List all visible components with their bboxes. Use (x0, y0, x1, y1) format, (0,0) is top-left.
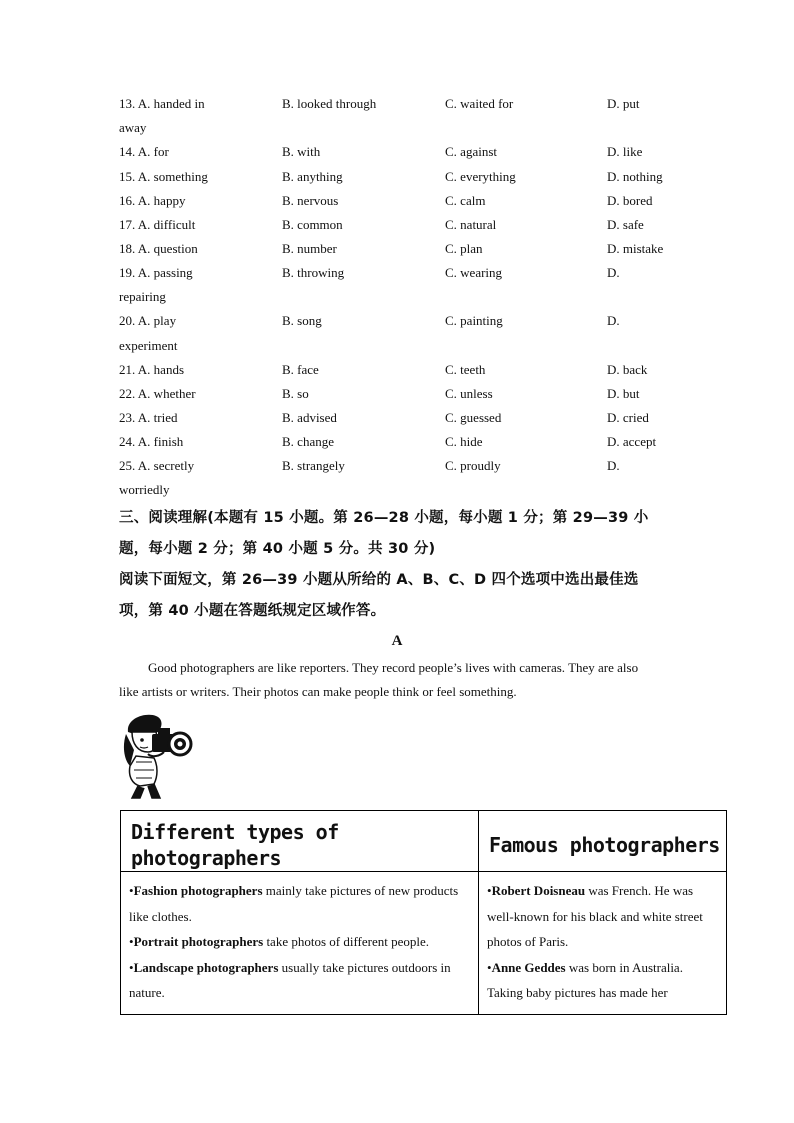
table-header-famous: Famous photographers (479, 811, 727, 872)
question-25-option-d[interactable]: D. (607, 458, 620, 473)
question-22-option-a[interactable]: 22. A. whether (119, 386, 196, 401)
question-23-option-d[interactable]: D. cried (607, 410, 649, 425)
question-24-option-d[interactable]: D. accept (607, 434, 657, 449)
question-23-option-a[interactable]: 23. A. tried (119, 410, 178, 425)
question-21-option-d[interactable]: D. back (607, 362, 648, 377)
question-20-option-a[interactable]: 20. A. play (119, 313, 177, 328)
question-18-option-c[interactable]: C. plan (445, 241, 483, 256)
question-21-option-c[interactable]: C. teeth (445, 362, 486, 377)
passage-title: A (391, 633, 403, 649)
list-item: •Fashion photographers mainly take pictures of new products like clothes. (129, 883, 459, 924)
list-item: •Anne Geddes was born in Australia. Taking baby pictures has made her (487, 959, 683, 1000)
list-item: •Robert Doisneau was French. He was well-known for his black and white street photos of Paris. (487, 883, 703, 949)
question-17-option-a[interactable]: 17. A. difficult (119, 217, 196, 232)
question-20-option-d[interactable]: D. (607, 313, 620, 328)
question-19-option-c[interactable]: C. wearing (445, 265, 503, 280)
question-15-option-b[interactable]: B. anything (282, 169, 343, 184)
question-19-option-d-wrap: repairing (119, 289, 166, 304)
passage-intro: Good photographers are like reporters. They record people’s lives with cameras. They are also like artists or writers. Their photos can make people think or feel something. (119, 660, 639, 699)
list-item: •Landscape photographers usually take pictures outdoors in nature. (129, 959, 451, 1000)
question-24-option-a[interactable]: 24. A. finish (119, 434, 184, 449)
question-15-option-c[interactable]: C. everything (445, 169, 516, 184)
photographer-cartoon-icon (118, 710, 200, 800)
question-19-option-b[interactable]: B. throwing (282, 265, 345, 280)
question-18-option-b[interactable]: B. number (282, 241, 337, 256)
question-16-option-d[interactable]: D. bored (607, 193, 653, 208)
famous-cell (479, 872, 727, 1015)
question-13-option-d-wrap: away (119, 120, 147, 135)
question-15-option-a[interactable]: 15. A. something (119, 169, 208, 184)
question-13-option-c[interactable]: C. waited for (445, 96, 514, 111)
question-24-option-b[interactable]: B. change (282, 434, 334, 449)
question-14-option-a[interactable]: 14. A. for (119, 144, 169, 159)
question-17-option-d[interactable]: D. safe (607, 217, 644, 232)
types-cell (121, 872, 479, 1015)
section-heading-line1: 三、阅读理解(本题有 15 小题。第 26—28 小题，每小题 1 分；第 29—39 小 (119, 510, 649, 526)
question-21-option-b[interactable]: B. face (282, 362, 319, 377)
question-13-num: 13. A. handed in (119, 96, 205, 111)
question-16-option-c[interactable]: C. calm (445, 193, 486, 208)
question-19-option-d[interactable]: D. (607, 265, 620, 280)
question-21-option-a[interactable]: 21. A. hands (119, 362, 185, 377)
question-14-option-d[interactable]: D. like (607, 144, 643, 159)
question-17-option-c[interactable]: C. natural (445, 217, 497, 232)
question-20-option-d-wrap: experiment (119, 338, 178, 353)
question-24-option-c[interactable]: C. hide (445, 434, 483, 449)
photographers-table (120, 810, 727, 1015)
question-23-option-c[interactable]: C. guessed (445, 410, 502, 425)
question-20-option-b[interactable]: B. song (282, 313, 322, 328)
question-14-option-b[interactable]: B. with (282, 144, 321, 159)
question-22-option-d[interactable]: D. but (607, 386, 640, 401)
question-18-option-a[interactable]: 18. A. question (119, 241, 198, 256)
section-instruction-line1: 阅读下面短文，第 26—39 小题从所给的 A、B、C、D 四个选项中选出最佳选 (119, 572, 639, 588)
question-22-option-b[interactable]: B. so (282, 386, 309, 401)
question-20-option-c[interactable]: C. painting (445, 313, 503, 328)
question-23-option-b[interactable]: B. advised (282, 410, 337, 425)
question-25-option-b[interactable]: B. strangely (282, 458, 345, 473)
question-16-option-a[interactable]: 16. A. happy (119, 193, 186, 208)
question-14-option-c[interactable]: C. against (445, 144, 497, 159)
section-heading-line2: 题，每小题 2 分；第 40 小题 5 分。共 30 分) (119, 541, 436, 557)
question-16-option-b[interactable]: B. nervous (282, 193, 339, 208)
question-17-option-b[interactable]: B. common (282, 217, 343, 232)
question-19-option-a[interactable]: 19. A. passing (119, 265, 193, 280)
question-18-option-d[interactable]: D. mistake (607, 241, 664, 256)
question-22-option-c[interactable]: C. unless (445, 386, 493, 401)
question-25-option-d-wrap: worriedly (119, 482, 170, 497)
question-25-option-a[interactable]: 25. A. secretly (119, 458, 195, 473)
question-15-option-d[interactable]: D. nothing (607, 169, 663, 184)
question-13-option-b[interactable]: B. looked through (282, 96, 377, 111)
section-instruction-line2: 项，第 40 小题在答题纸规定区域作答。 (119, 603, 386, 619)
table-header-types: Different types of photographers (121, 811, 479, 872)
question-25-option-c[interactable]: C. proudly (445, 458, 501, 473)
list-item: •Portrait photographers take photos of different people. (129, 934, 430, 949)
question-13-option-d[interactable]: D. put (607, 96, 640, 111)
